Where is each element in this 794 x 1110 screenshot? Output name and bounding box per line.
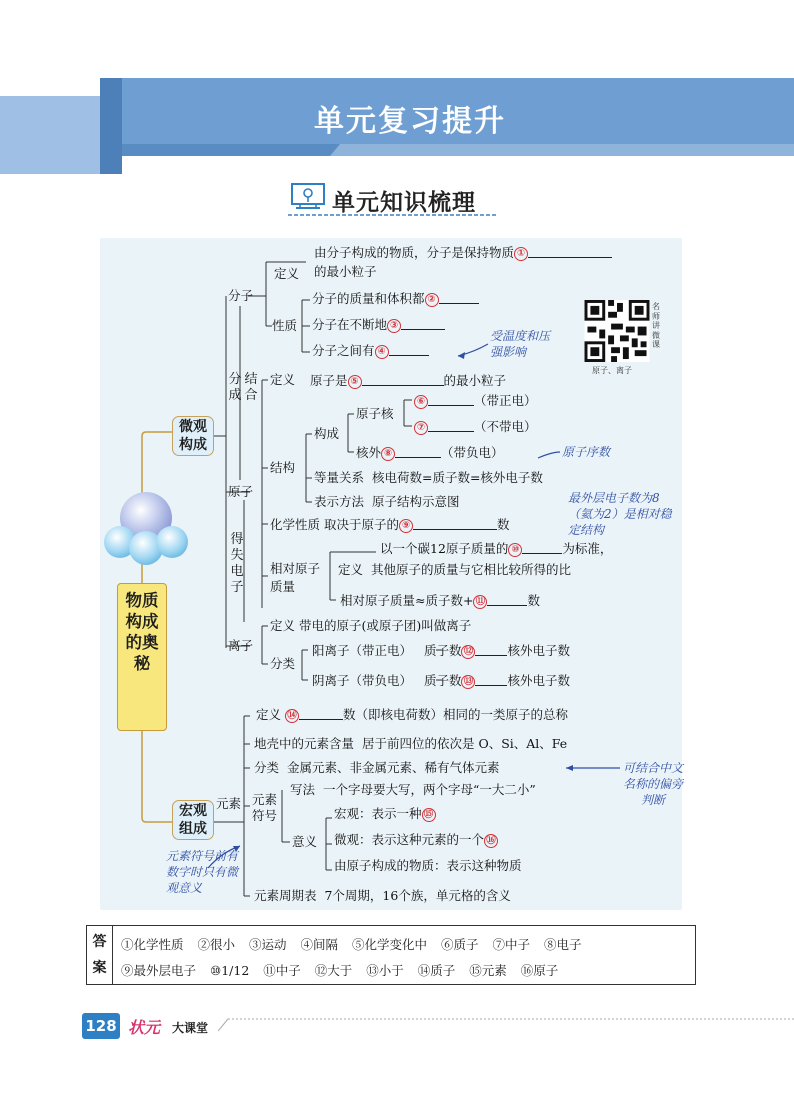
element-class: 分类 金属元素、非金属元素、稀有气体元素 [254,760,500,775]
element-meaning-label: 意义 [292,834,318,849]
ion-anion: 阴离子（带负电） 质子数 ⑬ 核外电子数 [312,673,570,688]
answer-item: ⑦中子 [492,937,531,952]
atom-electron: 核外 ⑧ （带负电） [356,445,504,460]
answer-item: ⑨最外层电子 [121,963,197,978]
atom-eq: 等量关系 核电荷数=质子数=核外电子数 [314,470,543,485]
answer-item: ⑤化学变化中 [352,937,428,952]
atom-rep: 表示方法 原子结构示意图 [314,494,460,509]
atom-struct-label: 结构 [270,460,296,475]
element-symbol-note: 元素符号前有数字时只有微观意义 [166,849,239,895]
molecule-def-line2: 的最小粒子 [314,264,377,279]
answer-label: 答 案 [87,926,113,984]
molecule-note: 受温度和压强影响 [490,329,551,359]
answer-item: ⑭质子 [417,963,456,978]
qr-caption: 原子、离子 [592,366,632,375]
element-m1: 宏观：表示一种 ⑮ [334,808,436,822]
brand-logo: 状元 [128,1018,161,1037]
atom-label: 原子 [228,484,254,499]
answer-item: ⑩1/12 [210,963,250,978]
answer-item: ⑪中子 [263,963,301,978]
brand-name: 大课堂 [172,1021,209,1035]
main-topic: 物质构成的奥秘 [117,583,167,731]
molecule-label: 分子 [228,288,254,303]
molecule-prop-1: 分子的质量和体积都 ② [312,292,479,307]
ion-label: 离子 [228,638,254,653]
page-number: 128 [82,1013,120,1039]
atom-chem: 化学性质 取决于原子的 ⑨ 数 [270,517,510,532]
answer-row-1 [121,935,592,953]
molecule-prop-label: 性质 [272,318,298,333]
label-jiehe: 结合 [244,372,258,403]
element-symbol-label: 元素符号 [252,792,278,823]
answer-item: ⑮元素 [469,963,507,978]
element-m3: 由原子构成的物质：表示这种物质 [334,858,522,873]
answer-item: ①化学性质 [121,937,184,952]
element-label: 元素 [216,796,242,811]
element-class-note: 可结合中文名称的偏旁判断 [622,761,683,807]
footer-rule [218,1018,794,1032]
section-title: 单元知识梳理 [332,190,476,216]
answer-item: ⑧电子 [544,937,582,952]
atom-nucleus: 原子核 [356,406,394,421]
element-def: 定义 ⑭ 数（即核电荷数）相同的一类原子的总称 [256,707,569,722]
ion-cation: 阳离子（带正电） 质子数 ⑫ 核外电子数 [312,643,570,658]
qr-side-text: 名师讲微课 [652,302,660,349]
answer-item: ⑫大于 [314,963,353,978]
molecule-prop-3: 分子之间有 ④ [312,344,429,359]
answer-item: ⑬小于 [366,963,404,978]
answer-item: ③运动 [249,937,287,952]
ion-class-label: 分类 [270,656,296,671]
label-deshi: 得失电子 [230,532,244,595]
answer-row-2 [121,961,568,979]
ion-def: 定义 带电的原子(或原子团)叫做离子 [270,618,472,633]
answer-item: ②很小 [197,937,236,952]
atom-neutron: ⑦ （不带电） [414,420,537,435]
element-write: 写法 一个字母要大写，两个字母“一大二小” [290,782,536,797]
qr-code [584,300,650,362]
answer-item: ⑥质子 [441,937,479,952]
element-crust: 地壳中的元素含量 居于前四位的依次是 O、Si、Al、Fe [254,736,568,751]
atom-def: 原子是 ⑤ 的最小粒子 [310,373,507,388]
atom-ram-label: 相对原子质量 [270,561,321,594]
molecule-prop-2: 分子在不断地 ③ [312,318,445,333]
atom-ram-3: 相对原子质量≈质子数+ ⑪ 数 [340,593,540,608]
answer-item: ⑯原子 [520,963,559,978]
atom-ram-def: 定义 其他原子的质量与它相比较所得的比 [338,562,571,577]
answer-box [86,925,696,985]
element-m2: 微观：表示这种元素的一个 ⑯ [334,834,498,848]
atom-proton: ⑥ （带正电） [414,394,537,409]
atom-rep-note: 最外层电子数为8（氦为2）是相对稳定结构 [568,491,672,537]
element-table: 元素周期表 7个周期，16个族，单元格的含义 [254,888,511,903]
molecule-cloud-icon [100,488,192,568]
atom-def-label: 定义 [270,372,296,387]
molecule-def-line1: 由分子构成的物质，分子是保持物质 ① [314,246,612,261]
page-title: 单元复习提升 [314,104,506,139]
atom-ram-1: 以一个碳12原子质量的 ⑩ 为标准， [380,541,613,556]
branch-macro: 宏观组成 [172,800,214,840]
atom-compose-label: 构成 [314,426,340,441]
answer-item: ④间隔 [300,937,339,952]
atom-eq-note: 原子序数 [562,445,611,459]
molecule-def-label: 定义 [274,266,300,281]
branch-micro: 微观构成 [172,416,214,456]
label-fencheng: 分成 [228,372,242,403]
